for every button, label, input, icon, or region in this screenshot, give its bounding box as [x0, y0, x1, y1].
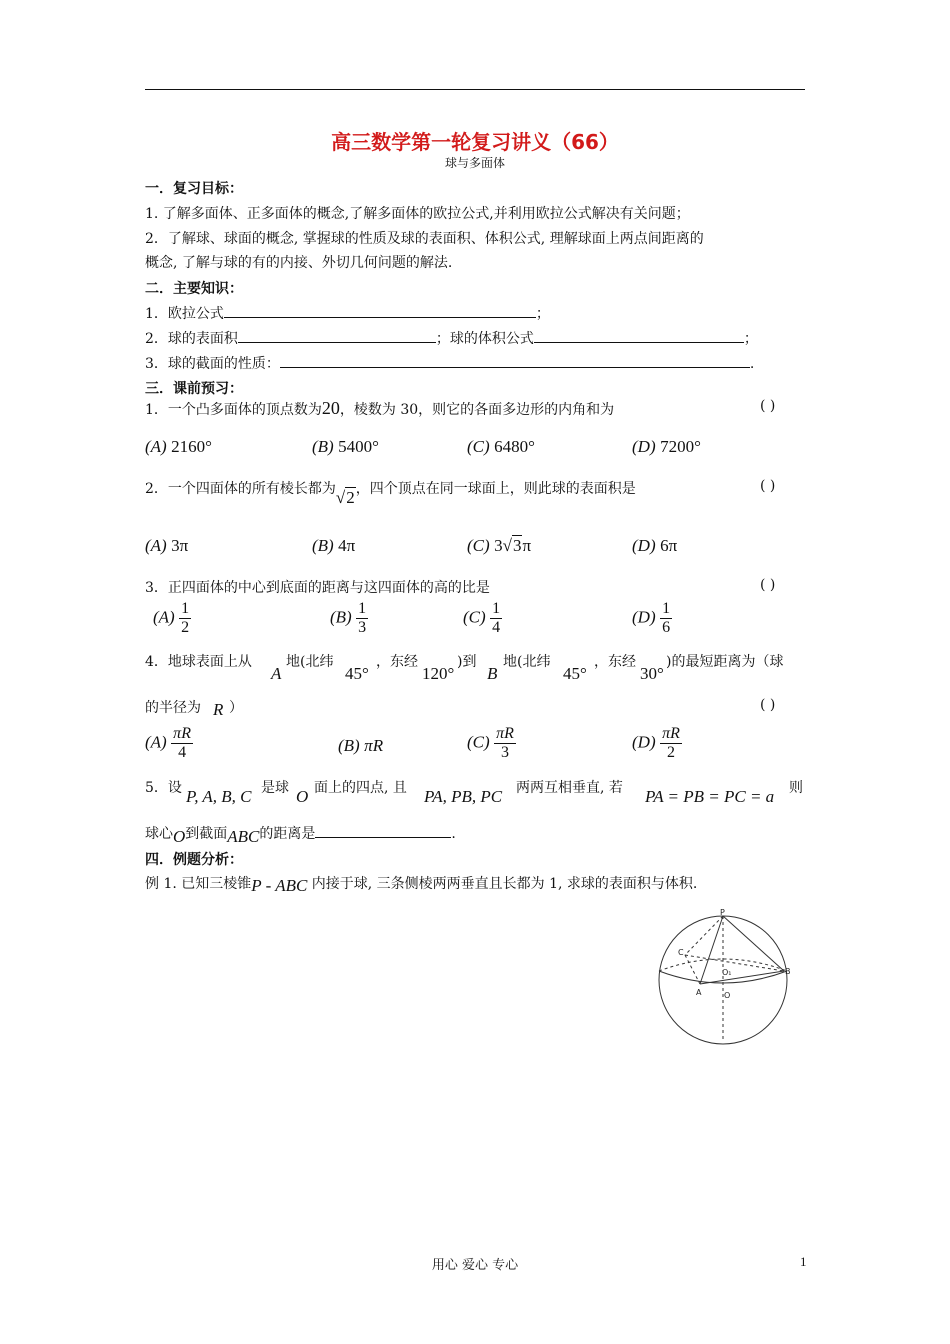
q5-answer-blank[interactable]	[315, 823, 451, 838]
ex1-pyramid: P - ABC	[251, 876, 308, 895]
q5-text-9: .	[451, 826, 456, 842]
edge-pc	[685, 916, 723, 955]
sphere-diagram	[650, 905, 800, 1060]
cross-section-label: 3．球的截面的性质：	[145, 356, 280, 372]
section4-heading: 四．例题分析：	[145, 852, 243, 868]
volume-blank[interactable]	[534, 328, 744, 343]
q5-text-6: 球心	[145, 826, 173, 842]
surface-blank[interactable]	[238, 328, 436, 343]
q5-text-2: 是球	[261, 780, 289, 796]
question-1	[145, 398, 614, 419]
q5-points: P, A, B, C	[186, 787, 252, 806]
q4-point-a: A	[271, 664, 282, 683]
page-title: 高三数学第一轮复习讲义（66）	[331, 130, 619, 154]
euler-label: 1．欧拉公式	[145, 306, 224, 322]
q5-line2	[145, 823, 456, 846]
q4-text-2: 地(北纬	[286, 654, 334, 670]
footer-text: 用心 爱心 专心	[431, 1258, 519, 1273]
q4-answer-paren[interactable]: ( )	[760, 697, 776, 713]
q4-close: ）	[229, 700, 243, 716]
q4-option-c[interactable]: (C) $\frac{\pi R}{3}$	[467, 725, 514, 761]
q1-option-c[interactable]: (C) 6480°	[467, 437, 535, 456]
euler-end: ；	[535, 306, 550, 322]
header-rule	[145, 89, 805, 90]
q2-option-b[interactable]: (B) 4π	[312, 536, 356, 555]
goal-item-2-line2: 概念, 了解与球的有的内接、外切几何问题的解法.	[145, 255, 453, 271]
knowledge-item-2	[145, 328, 758, 348]
q2-option-c[interactable]: (C) 3√3π	[467, 536, 532, 555]
q1-answer-paren[interactable]: ( )	[760, 398, 776, 414]
question-2	[145, 478, 636, 507]
ex1-text-b: 内接于球, 三条侧棱两两垂直且长都为 1, 求球的表面积与体积.	[311, 876, 698, 892]
q3-answer-paren[interactable]: ( )	[760, 577, 776, 593]
q4-radius: R	[213, 700, 224, 719]
q2-answer-paren[interactable]: ( )	[760, 478, 776, 494]
q4-option-b[interactable]: (B) πR	[338, 736, 384, 755]
ex1-text-a: 例 1. 已知三棱锥	[145, 876, 252, 892]
q2-option-a[interactable]: (A) 3π	[145, 536, 189, 555]
q5-equation: PA = PB = PC = a	[645, 787, 775, 806]
q1-text-b: ，棱数为 30，则它的各面多边形的内角和为	[339, 402, 615, 418]
euler-blank[interactable]	[224, 303, 536, 318]
section2-heading: 二．主要知识：	[145, 281, 243, 297]
q5-text-1: 5．设	[145, 780, 182, 796]
q5-plane: ABC	[227, 827, 260, 846]
knowledge-item-3	[145, 353, 754, 373]
q2-sqrt: √2	[335, 488, 355, 507]
edge-pa	[700, 916, 723, 984]
example-1	[145, 873, 697, 893]
section3-heading: 三．课前预习：	[145, 381, 243, 397]
label-o: O	[724, 991, 731, 1000]
q2-text-a: 2．一个四面体的所有棱长都为	[145, 481, 336, 497]
q4-text-3: ，东经	[376, 654, 418, 670]
q4-text-4: )到	[457, 654, 477, 670]
q4-lon-2: 30°	[640, 664, 664, 683]
q5-center-o-2: O	[173, 827, 186, 846]
label-p: P	[720, 908, 725, 917]
q5-text-8: 的距离是	[259, 826, 316, 842]
q1-option-d[interactable]: (D) 7200°	[632, 437, 701, 456]
q5-text-7: 到截面	[185, 826, 228, 842]
cross-section-blank[interactable]	[280, 353, 750, 368]
surface-label: 2．球的表面积	[145, 331, 238, 347]
q4-text-6: ，东经	[594, 654, 636, 670]
q1-text-a: 1．一个凸多面体的顶点数为	[145, 402, 322, 418]
q2-text-b: ，四个顶点在同一球面上，则此球的表面积是	[355, 481, 636, 497]
label-o1: O₁	[722, 968, 732, 977]
q4-point-b: B	[487, 664, 498, 683]
label-a: A	[696, 988, 702, 997]
q4-text-8: 的半径为	[145, 700, 201, 716]
q4-lat-1: 45°	[345, 664, 369, 683]
goal-item-1: 1. 了解多面体、正多面体的概念,了解多面体的欧拉公式,并利用欧拉公式解决有关问题；	[145, 206, 690, 222]
q4-text-1: 4．地球表面上从	[145, 654, 252, 670]
cross-section-end: .	[749, 356, 755, 372]
volume-end: ；	[743, 331, 758, 347]
q2-option-d[interactable]: (D) 6π	[632, 536, 678, 555]
q3-option-b[interactable]: (B) $\frac{1}{3}$	[330, 600, 367, 636]
q3-option-d[interactable]: (D) $\frac{1}{6}$	[632, 600, 671, 636]
q5-text-3: 面上的四点, 且	[314, 780, 407, 796]
q4-option-d[interactable]: (D) $\frac{\pi R}{2}$	[632, 725, 680, 761]
label-b: B	[785, 967, 791, 976]
volume-label: ；球的体积公式	[435, 331, 534, 347]
q5-center-o: O	[296, 787, 309, 806]
label-c: C	[678, 948, 684, 957]
q4-text-7: )的最短距离为（球	[666, 654, 784, 670]
q4-option-a[interactable]: (A) $\frac{\pi R}{4}$	[145, 725, 191, 761]
page-subtitle: 球与多面体	[444, 156, 505, 170]
knowledge-item-1	[145, 303, 550, 323]
q1-vertices: 20	[321, 398, 340, 418]
q3-option-c[interactable]: (C) $\frac{1}{4}$	[463, 600, 501, 636]
question-3: 3．正四面体的中心到底面的距离与这四面体的高的比是	[145, 580, 490, 596]
q5-segments: PA, PB, PC	[424, 787, 503, 806]
page-number: 1	[800, 1254, 807, 1269]
q1-option-a[interactable]: (A) 2160°	[145, 437, 212, 456]
q1-option-b[interactable]: (B) 5400°	[312, 437, 379, 456]
goal-item-2-line1: 2．了解球、球面的概念, 掌握球的性质及球的表面积、体积公式, 理解球面上两点间距离的	[145, 231, 704, 247]
q4-lon-1: 120°	[422, 664, 455, 683]
q5-text-5: 则	[789, 780, 803, 796]
section1-heading: 一．复习目标：	[145, 181, 243, 197]
q4-lat-2: 45°	[563, 664, 587, 683]
q5-text-4: 两两互相垂直, 若	[516, 780, 623, 796]
q3-option-a[interactable]: (A) $\frac{1}{2}$	[153, 600, 190, 636]
q4-text-5: 地(北纬	[503, 654, 551, 670]
